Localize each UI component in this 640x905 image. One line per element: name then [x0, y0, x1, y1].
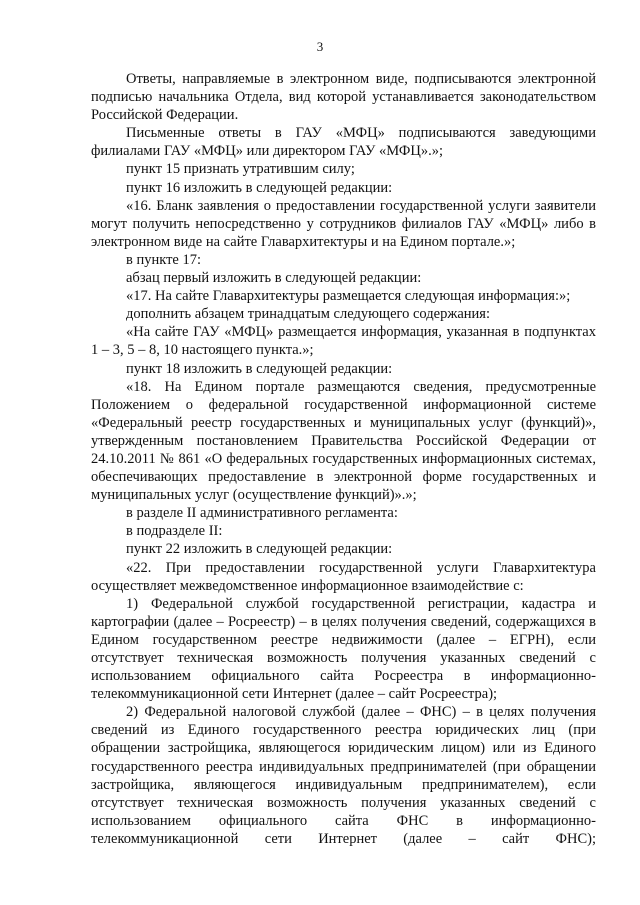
paragraph: 1) Федеральной службой государственной регистрации, кадастра и картографии (далее – Росреестр) – в целях получения сведений, содержащихся в Едином государственном реестре недвижимости (далее – ЕГРН), если отсутствует техническая возможность получения указанных сведений с использованием официального сайта Росреестра в информационно-телекоммуникационной сети Интернет (далее – сайт Росреестра);	[91, 595, 596, 703]
paragraph: пункт 16 изложить в следующей редакции:	[126, 179, 393, 196]
paragraph: дополнить абзацем тринадцатым следующего содержания:	[126, 306, 490, 323]
paragraph: пункт 22 изложить в следующей редакции:	[126, 541, 393, 558]
paragraph: в разделе II административного регламента:	[126, 505, 398, 522]
paragraph: пункт 15 признать утратившим силу;	[126, 161, 355, 178]
paragraph: в подразделе II:	[126, 523, 223, 540]
paragraph: Ответы, направляемые в электронном виде, подписываются электронной подписью начальника Отдела, вид которой устанавливается законодательством Российской Федерации.	[91, 71, 596, 124]
paragraph: «16. Бланк заявления о предоставлении государственной услуги заявители могут получить непосредственно у сотрудников филиалов ГАУ «МФЦ» либо в электронном виде на сайте Главархитектуры и на Едином портале.»;	[91, 197, 596, 250]
paragraph: «На сайте ГАУ «МФЦ» размещается информация, указанная в подпунктах 1 – 3, 5 – 8, 10 настоящего пункта.»;	[91, 324, 596, 359]
page-number: 3	[316, 39, 324, 54]
paragraph: Письменные ответы в ГАУ «МФЦ» подписываются заведующими филиалами ГАУ «МФЦ» или директором ГАУ «МФЦ».»;	[91, 125, 596, 160]
paragraph: «22. При предоставлении государственной услуги Главархитектура осуществляет межведомственное информационное взаимодействие с:	[91, 559, 596, 594]
paragraph: 2) Федеральной налоговой службой (далее – ФНС) – в целях получения сведений из Единого государственного реестра юридических лиц (при обращении застройщика, являющегося юридическим лицом) или из Единого государственного реестра индивидуальных предпринимателей (при обращении застройщика, являющегося индивидуальным предпринимателем), если отсутствует техническая возможность получения указанных сведений с использованием официального сайта ФНС в информационно-телекоммуникационной сети Интернет (далее – сайт ФНС);	[91, 704, 596, 847]
paragraph: «18. На Едином портале размещаются сведения, предусмотренные Положением о федеральной государственной информационной системе «Федеральный реестр государственных и муниципальных услуг (функций)», утвержденным постановлением Правительства Российской Федерации от 24.10.2011 № 861 «О федеральных государственных информационных системах, обеспечивающих предоставление в электронной форме государственных и муниципальных услуг (осуществление функций)».»;	[91, 378, 596, 504]
paragraph: «17. На сайте Главархитектуры размещается следующая информация:»;	[126, 288, 571, 305]
document-body	[91, 70, 596, 848]
paragraph: пункт 18 изложить в следующей редакции:	[126, 360, 393, 377]
paragraph: абзац первый изложить в следующей редакции:	[126, 270, 422, 287]
paragraph: в пункте 17:	[126, 251, 202, 268]
